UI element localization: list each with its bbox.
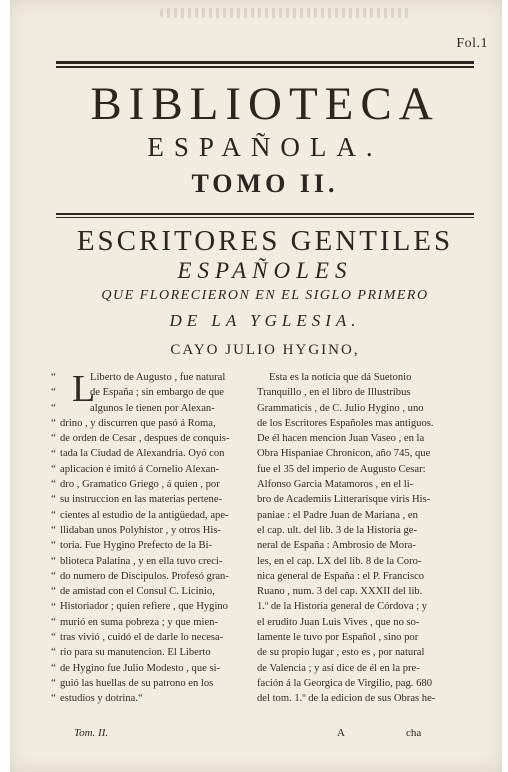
text-line: murió en suma pobreza ; y que mien- — [60, 616, 218, 628]
text-line: algunos le tienen por Alexan- — [90, 402, 215, 414]
book-title: BIBLIOTECA — [90, 78, 440, 130]
quote-marker: “ — [51, 493, 56, 506]
text-line: Grammaticis , de C. Julio Hygino , uno — [257, 402, 424, 414]
text-line: de Hygino fue Julio Modesto , que si- — [60, 662, 221, 674]
text-line: Tranquillo , en el libro de Illustribus — [257, 387, 411, 399]
section-rule-thin — [56, 217, 474, 218]
quote-marker: “ — [51, 554, 56, 567]
quote-marker: “ — [51, 631, 56, 644]
text-line: fue el 35 del imperio de Augusto Cesar: — [257, 463, 426, 475]
quote-marker: “ — [51, 600, 56, 613]
text-line: fación á la Georgica de Virgilio, pag. 680 — [257, 677, 432, 689]
text-line: De él hacen mencion Juan Vaseo , en la — [257, 433, 425, 445]
text-line: de su propio lugar , esto es , por natural — [257, 647, 425, 659]
bleed-through-text — [160, 8, 410, 18]
text-line: el cap. ult. del lib. 3 de la Historia ge- — [257, 524, 418, 536]
quote-marker: “ — [51, 371, 56, 383]
text-line: rio para su manutencion. El Liberto — [60, 647, 211, 659]
quote-marker: “ — [51, 585, 56, 598]
text-line: de España ; sin embargo de que — [90, 387, 224, 399]
quote-marker: “ — [51, 646, 56, 659]
book-page — [10, 0, 502, 772]
text-line: su instruccion en las materias pertene- — [60, 494, 223, 506]
text-line: Liberto de Augusto , fue natural — [90, 372, 226, 383]
text-line: neral de España : Ambrosio de Mora- — [257, 540, 416, 552]
text-line: cientes al estudio de la antigüedad, ape- — [60, 509, 229, 521]
text-line: lamente le tuvo por Español , sino por — [257, 632, 419, 644]
section-title-line3: QUE FLORECIERON EN EL SIGLO PRIMERO — [101, 288, 429, 303]
quote-marker: “ — [51, 401, 56, 414]
quote-marker: “ — [51, 524, 56, 536]
text-line: el erudito Juan Luis Vives , que no so- — [257, 616, 420, 628]
text-line: drino , y discurren que pasó á Roma, — [60, 417, 216, 429]
volume-footer: Tom. II. — [74, 727, 109, 739]
quote-marker: “ — [51, 661, 56, 674]
text-line: Esta es la noticia que dá Suetonio — [269, 372, 412, 383]
quote-marker: “ — [51, 462, 56, 475]
folio-number: Fol.1 — [456, 36, 488, 51]
top-rule-thick — [56, 61, 474, 64]
text-line: do numero de Discipulos. Profesó gran- — [60, 570, 229, 582]
quote-marker: “ — [51, 615, 56, 628]
quote-marker: “ — [51, 447, 56, 460]
text-line: tras vivió , cuidó el de darle lo necesa- — [60, 632, 224, 644]
section-rule-thick — [56, 213, 474, 215]
text-line: de los Escritores Españoles mas antiguos. — [257, 417, 434, 429]
text-line: toria. Fue Hygino Prefecto de la Bi- — [60, 540, 213, 552]
text-line: Alfonso Garcia Matamoros , en el li- — [257, 479, 414, 491]
text-line: estudios y dotrina.“ — [60, 693, 143, 705]
text-line: bro de Academiis Litterarisque viris His- — [257, 494, 431, 506]
text-line: del tom. 1.º de la edicion de sus Obras he- — [257, 693, 436, 705]
text-line: de amistad con el Consul C. Licinio, — [60, 586, 215, 598]
text-line: Obra Hispaniae Chronicon, año 745, que — [257, 448, 431, 460]
quote-marker: “ — [51, 478, 56, 491]
text-line: llidaban unos Polyhistor , y otros His- — [60, 524, 221, 536]
quote-marker: “ — [51, 539, 56, 552]
quote-marker: “ — [51, 569, 56, 582]
text-line: blioteca Palatina , y en ella tuvo creci- — [60, 555, 223, 567]
quote-marker: “ — [51, 386, 56, 399]
drop-cap: L — [72, 368, 96, 410]
text-line: de orden de Cesar , despues de conquis- — [60, 433, 230, 445]
text-line: Historiador ; quien refiere , que Hygino — [60, 601, 228, 613]
text-line: dro , Gramatico Griego , á quien , por — [60, 479, 220, 491]
text-line: paniae : el Padre Juan de Mariana , en — [257, 509, 418, 521]
quote-marker: “ — [51, 677, 56, 689]
left-column — [51, 368, 236, 707]
entry-heading: CAYO JULIO HYGINO, — [170, 342, 360, 358]
section-title-line4: DE LA YGLESIA. — [169, 311, 361, 330]
text-line: tada la Ciudad de Alexandria. Oyó con — [60, 448, 225, 460]
right-column — [257, 370, 443, 707]
text-line: guió las huellas de su patrono en los — [60, 677, 214, 689]
section-title-line1: ESCRITORES GENTILES — [76, 225, 454, 257]
book-subtitle: ESPAÑOLA. — [147, 132, 383, 162]
quote-marker: “ — [51, 416, 56, 429]
text-line: de Valencia ; y así dice de él en la pre- — [257, 662, 420, 674]
text-line: nica general de España : el P. Francisco — [257, 570, 425, 582]
text-line: 1.º de la Historia general de Córdova ; y — [257, 601, 428, 613]
quote-marker: “ — [51, 692, 56, 705]
signature-mark: A — [337, 727, 345, 739]
text-line: les, en el cap. LX del lib. 8 de la Coro- — [257, 555, 422, 567]
text-line: Ruano , num. 3 del cap. XXXII del lib. — [257, 586, 423, 598]
catchword: cha — [406, 727, 422, 739]
section-title-line2: ESPAÑOLES — [177, 258, 353, 283]
volume-label: TOMO II. — [191, 169, 339, 198]
text-line: aplicacion é imitó á Cornelio Alexan- — [60, 463, 220, 475]
top-rule-thin — [56, 66, 474, 68]
quote-marker: “ — [51, 508, 56, 521]
quote-marker: “ — [51, 432, 56, 445]
